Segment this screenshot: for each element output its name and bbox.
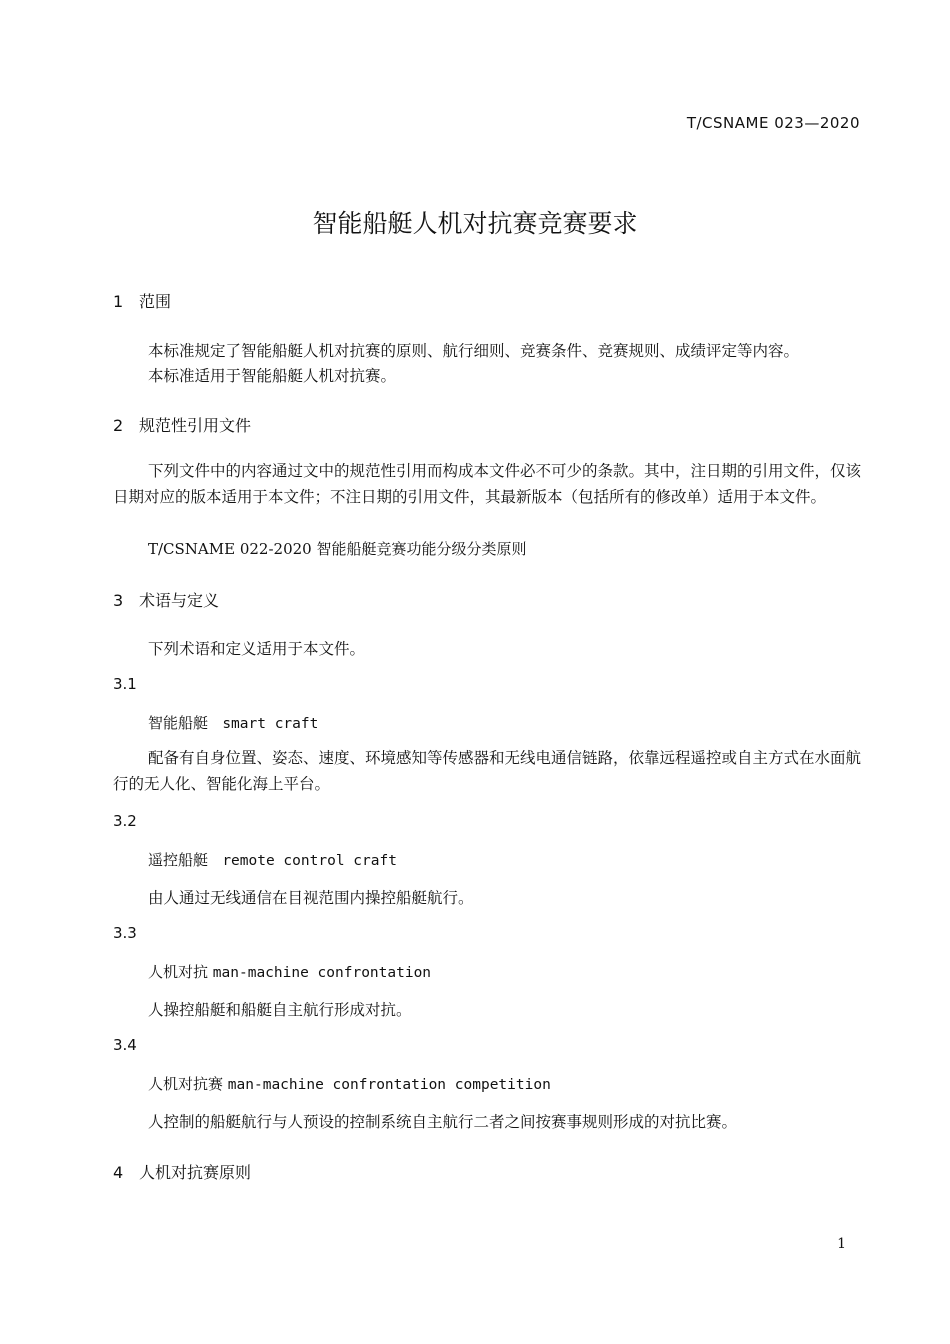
standard-code: T/CSNAME 023—2020 xyxy=(686,114,860,132)
term-definition: 由人通过无线通信在目视范围内操控船艇航行。 xyxy=(148,889,474,907)
paragraph: 下列术语和定义适用于本文件。 xyxy=(148,640,366,658)
paragraph: 本标准适用于智能船艇人机对抗赛。 xyxy=(148,367,397,385)
term-en: man-machine confrontation competition xyxy=(227,1077,551,1093)
section-number: 3 xyxy=(113,591,124,610)
clause-number: 3.4 xyxy=(113,1036,137,1054)
paragraph: 下列文件中的内容通过文中的规范性引用而构成本文件必不可少的条款。其中，注日期的引用文件，仅该日期对应的版本适用于本文件；不注日期的引用文件，其最新版本（包括所有的修改单）适用于本文件。 xyxy=(113,462,862,506)
term-entry xyxy=(148,849,397,870)
section-heading-4 xyxy=(113,1160,251,1183)
term-entry xyxy=(148,961,431,982)
term-cn: 人机对抗 xyxy=(148,963,209,981)
paragraph: 本标准规定了智能船艇人机对抗赛的原则、航行细则、竞赛条件、竞赛规则、成绩评定等内容。 xyxy=(148,342,800,360)
clause-number: 3.2 xyxy=(113,812,137,830)
section-number: 2 xyxy=(113,416,124,435)
term-cn: 人机对抗赛 xyxy=(148,1075,224,1093)
term-en: man-machine confrontation xyxy=(212,965,432,981)
section-title: 术语与定义 xyxy=(139,591,220,610)
section-number: 4 xyxy=(113,1163,124,1182)
clause-number: 3.3 xyxy=(113,924,137,942)
clause-number: 3.1 xyxy=(113,675,137,693)
term-en: smart craft xyxy=(222,716,319,732)
term-entry xyxy=(148,712,318,733)
section-heading-2 xyxy=(113,413,251,436)
term-entry xyxy=(148,1073,551,1094)
section-title: 范围 xyxy=(139,292,172,311)
normative-reference: T/CSNAME 022-2020 智能船艇竞赛功能分级分类原则 xyxy=(148,540,527,558)
page-number: 1 xyxy=(837,1236,846,1252)
document-title: 智能船艇人机对抗赛竞赛要求 xyxy=(312,209,638,238)
term-definition: 配备有自身位置、姿态、速度、环境感知等传感器和无线电通信链路，依靠远程遥控或自主方式在水面航行的无人化、智能化海上平台。 xyxy=(113,749,862,793)
section-number: 1 xyxy=(113,292,124,311)
section-heading-3 xyxy=(113,588,219,611)
term-en: remote control craft xyxy=(222,853,397,869)
section-title: 人机对抗赛原则 xyxy=(139,1163,252,1182)
term-cn: 智能船艇 xyxy=(148,714,209,732)
term-definition: 人控制的船艇航行与人预设的控制系统自主航行二者之间按赛事规则形成的对抗比赛。 xyxy=(148,1113,738,1131)
section-title: 规范性引用文件 xyxy=(139,416,252,435)
term-cn: 遥控船艇 xyxy=(148,851,209,869)
section-heading-1 xyxy=(113,289,171,312)
term-definition: 人操控船艇和船艇自主航行形成对抗。 xyxy=(148,1001,412,1019)
